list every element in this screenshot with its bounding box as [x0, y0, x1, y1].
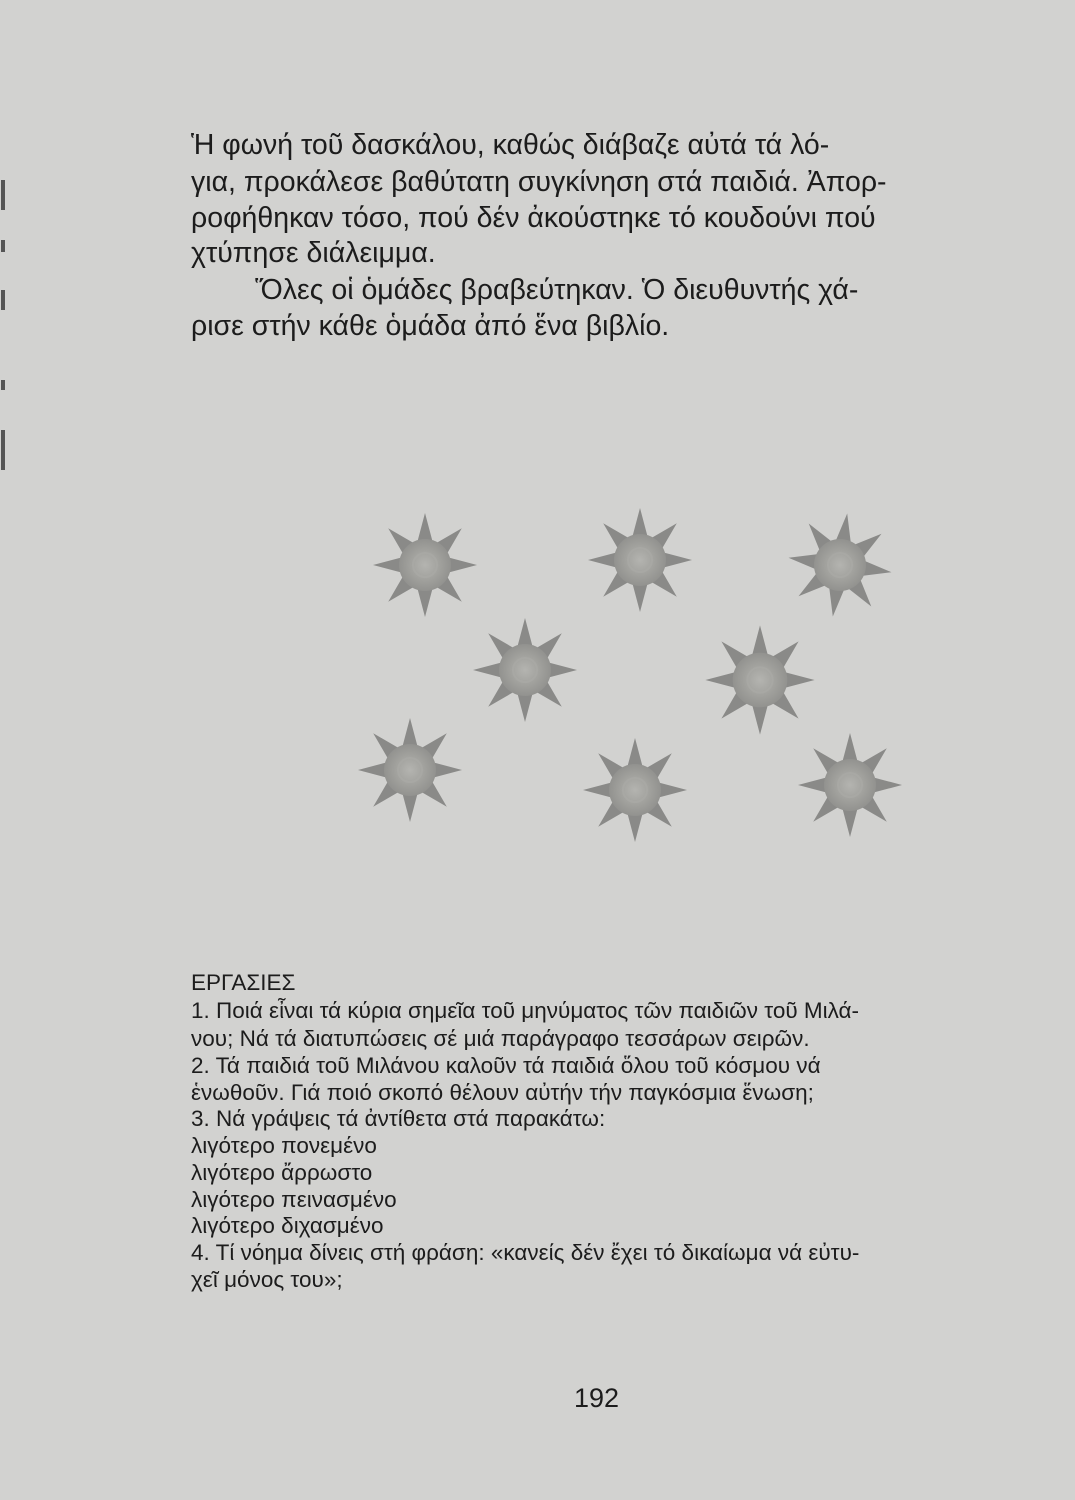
page-number: 192	[574, 1383, 620, 1413]
star-center	[399, 539, 451, 591]
exercise-line: 3. Νά γράψεις τά ἀντίθετα στά παρακάτω:	[191, 1106, 606, 1131]
star-ornament	[373, 513, 477, 617]
binding-edge-marks	[0, 180, 10, 500]
exercise-line: λιγότερο διχασμένο	[191, 1213, 384, 1238]
text-line: ρισε στήν κάθε ὁμάδα ἀπό ἕνα βιβλίο.	[191, 310, 670, 342]
text-line: χτύπησε διάλειμμα.	[191, 237, 436, 269]
star-ornament	[705, 625, 814, 734]
text-line: για, προκάλεσε βαθύτατη συγκίνηση στά παιδιά. Ἀπορ-	[191, 166, 887, 198]
star-ornament	[473, 618, 577, 722]
star-center	[609, 764, 661, 816]
exercise-line: 1. Ποιά εἶναι τά κύρια σημεῖα τοῦ μηνύματος τῶν παιδιῶν τοῦ Μιλά-	[191, 998, 860, 1023]
star-ornament	[358, 718, 462, 822]
text-line: ροφήθηκαν τόσο, πού δέν ἀκούστηκε τό κουδούνι πού	[191, 202, 876, 234]
exercise-line: 2. Τά παιδιά τοῦ Μιλάνου καλοῦν τά παιδιά ὅλου τοῦ κόσμου νά	[191, 1053, 821, 1078]
exercise-line: λιγότερο πεινασμένο	[191, 1187, 397, 1212]
star-ornament	[798, 733, 902, 837]
star-center	[384, 744, 436, 796]
star-center	[733, 653, 788, 708]
exercise-line: λιγότερο ἄρρωστο	[191, 1160, 373, 1185]
text-line: Ἡ φωνή τοῦ δασκάλου, καθώς διάβαζε αὐτά τά λό-	[191, 129, 830, 161]
star-center	[814, 539, 866, 591]
exercise-line: ἑνωθοῦν. Γιά ποιό σκοπό θέλουν αὐτήν τήν παγκόσμια ἕνωση;	[191, 1080, 814, 1105]
star-center	[824, 759, 876, 811]
exercises-heading: ΕΡΓΑΣΙΕΣ	[191, 970, 296, 995]
stars-illustration	[350, 440, 910, 850]
star-ornament	[583, 738, 687, 842]
star-ornament	[588, 508, 692, 612]
star-center	[499, 644, 551, 696]
text-line: Ὅλες οἱ ὁμάδες βραβεύτηκαν. Ὁ διευθυντής χά-	[255, 274, 859, 306]
exercise-line: 4. Τί νόημα δίνεις στή φράση: «κανείς δέν ἔχει τό δικαίωμα νά εὐτυ-	[191, 1240, 860, 1265]
exercise-line: χεῖ μόνος του»;	[191, 1267, 343, 1292]
star-center	[614, 534, 666, 586]
exercise-line: νου; Νά τά διατυπώσεις σέ μιά παράγραφο τεσσάρων σειρῶν.	[191, 1026, 810, 1051]
star-ornament	[789, 514, 892, 617]
exercise-line: λιγότερο πονεμένο	[191, 1133, 377, 1158]
